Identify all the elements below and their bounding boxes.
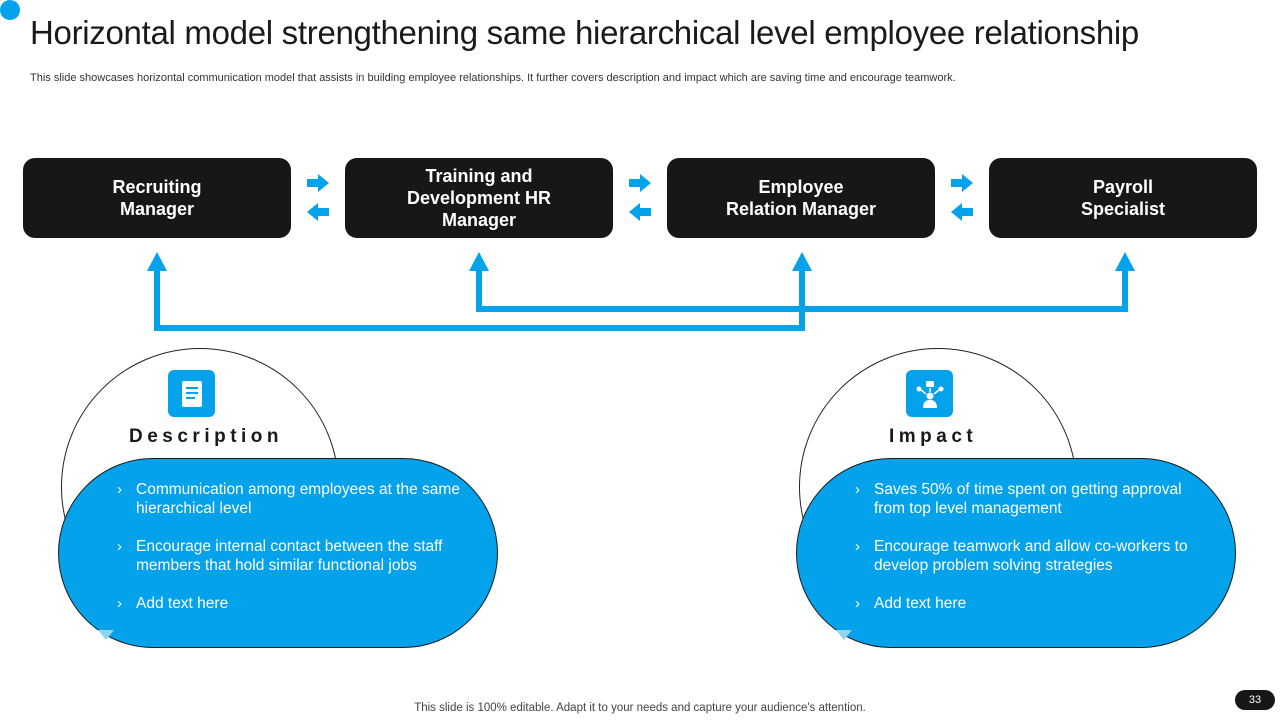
arrow-right-icon: [307, 174, 329, 192]
list-item: › Saves 50% of time spent on getting approval from top level management: [855, 481, 1182, 517]
document-icon: [179, 379, 205, 409]
arrow-right-icon: [951, 174, 973, 192]
list-item: › Encourage internal contact between the staff members that hold similar functional jobs: [117, 538, 443, 574]
chevron-right-icon: ›: [117, 481, 122, 498]
list-item: › Communication among employees at the same hierarchical level: [117, 481, 460, 517]
team-network-icon: [914, 378, 946, 410]
list-item: › Encourage teamwork and allow co-workers to develop problem solving strategies: [855, 538, 1188, 574]
impact-icon-box: [906, 370, 953, 417]
role-label: Training and Development HR Manager: [406, 166, 552, 230]
page-number-badge: 33: [1235, 690, 1275, 710]
chevron-right-icon: ›: [855, 595, 860, 612]
arrow-left-icon: [629, 203, 651, 221]
role-label: Recruiting Manager: [112, 177, 202, 219]
slide-subtitle: This slide showcases horizontal communication model that assists in building employee relationships. It further covers description and impact which are saving time and encourage teamwork.: [30, 72, 956, 84]
arrow-left-icon: [307, 203, 329, 221]
arrow-right-icon: [629, 174, 651, 192]
impact-bullet-list: [855, 480, 1215, 632]
chevron-right-icon: ›: [855, 538, 860, 555]
list-item: › Add text here: [855, 595, 967, 612]
description-icon-box: [168, 370, 215, 417]
role-label: Payroll Specialist: [1080, 177, 1166, 219]
description-bullet-list: [117, 480, 477, 632]
chevron-right-icon: ›: [117, 538, 122, 555]
decorative-triangle: [836, 630, 852, 640]
slide-title: Horizontal model strengthening same hierarchical level employee relationship: [30, 14, 1139, 51]
list-item: › Add text here: [117, 595, 229, 612]
description-heading: Description: [129, 426, 284, 447]
arrow-left-icon: [951, 203, 973, 221]
impact-heading: Impact: [889, 426, 978, 447]
slide-footer-note: This slide is 100% editable. Adapt it to your needs and capture your audience's attention.: [414, 702, 866, 714]
chevron-right-icon: ›: [117, 595, 122, 612]
decorative-triangle: [98, 630, 114, 640]
role-label: Employee Relation Manager: [725, 177, 877, 219]
chevron-right-icon: ›: [855, 481, 860, 498]
